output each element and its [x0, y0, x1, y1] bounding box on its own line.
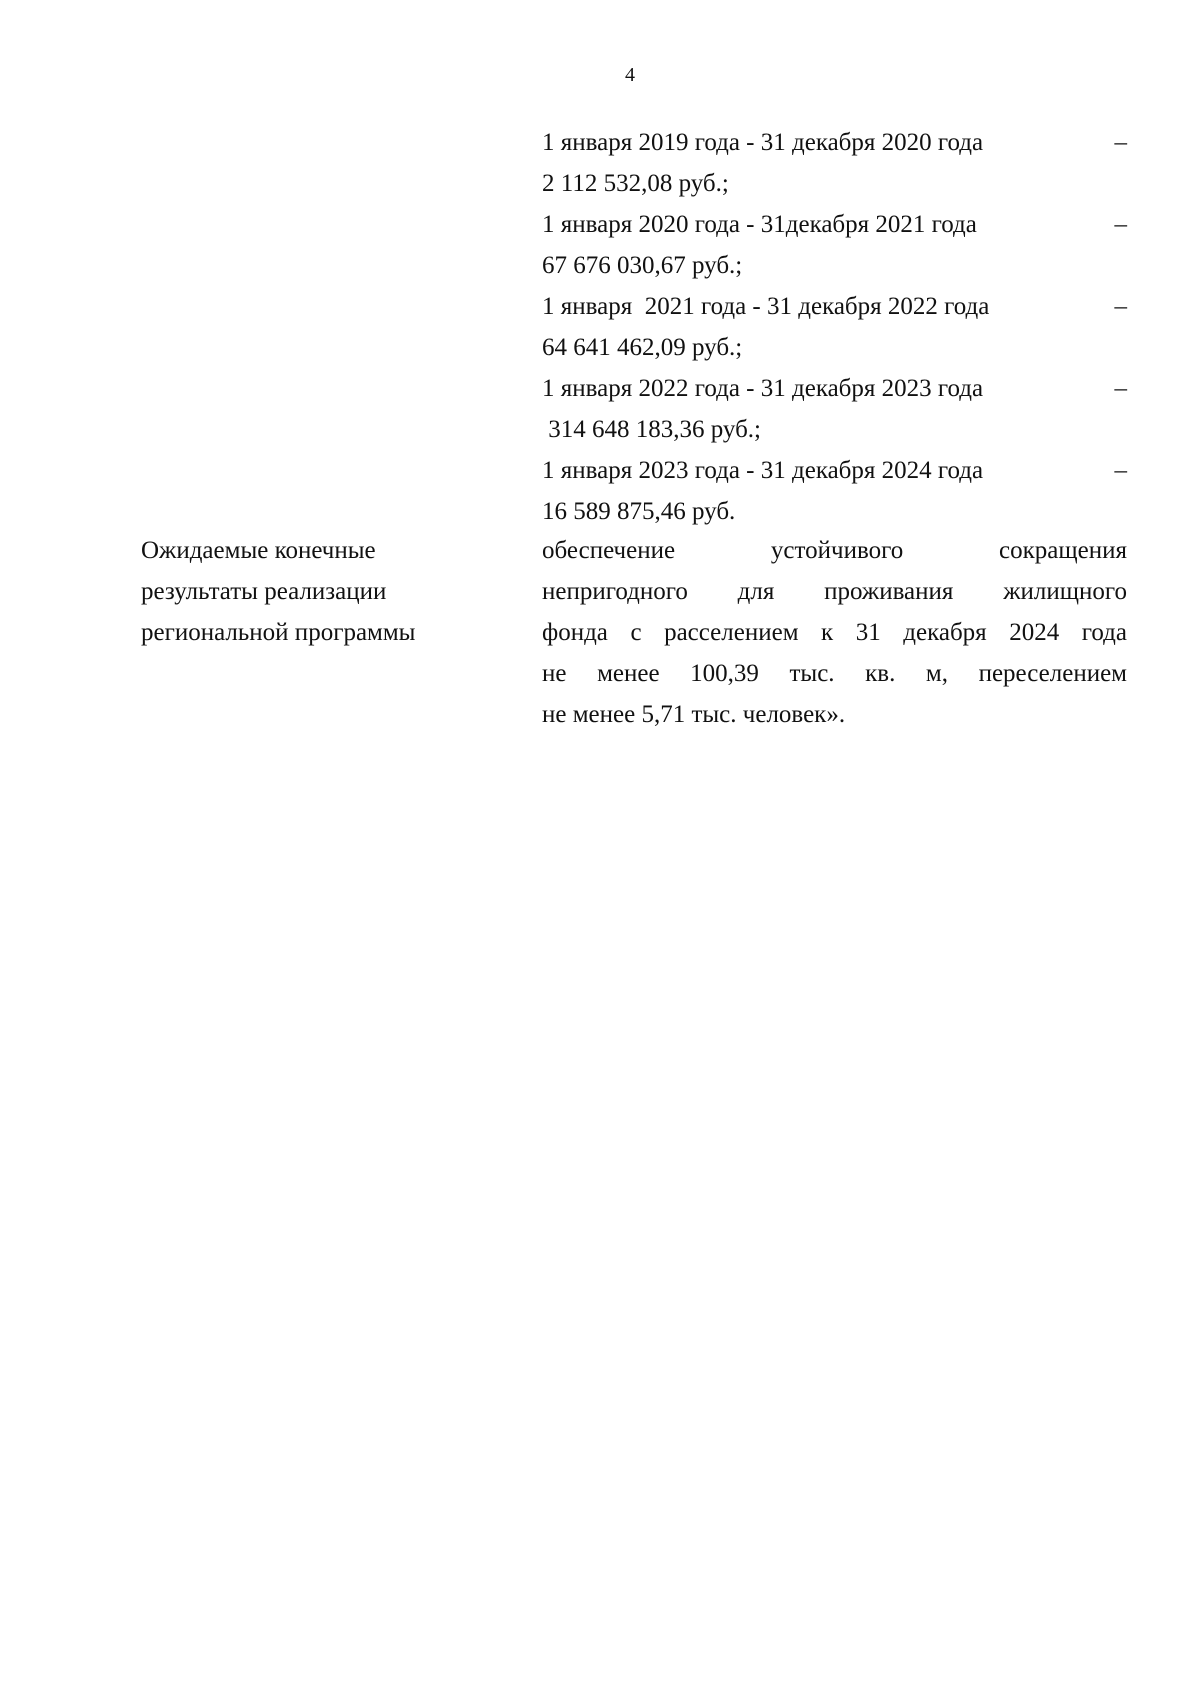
word: декабря — [903, 619, 987, 646]
word: м, — [925, 660, 948, 687]
payment-amount: 2 112 532,08 руб.; — [542, 170, 729, 197]
payment-period-line — [542, 122, 1127, 163]
word: менее — [597, 660, 660, 687]
label-line: региональной программы — [141, 619, 416, 646]
word: тыс. — [789, 660, 835, 687]
payment-period: 1 января 2021 года - 31 декабря 2022 года — [542, 293, 990, 320]
result-line — [542, 530, 1127, 571]
word: обеспечение — [542, 537, 676, 564]
result-line — [542, 612, 1127, 653]
word: проживания — [824, 578, 954, 605]
word: с — [630, 619, 642, 646]
payment-amount: 67 676 030,67 руб.; — [542, 252, 743, 279]
word: расселением — [664, 619, 799, 646]
result-line — [542, 571, 1127, 612]
word: к — [821, 619, 834, 646]
payments-by-period — [542, 122, 1127, 532]
word: кв. — [865, 660, 896, 687]
payment-dash: – — [1114, 129, 1127, 156]
word: 2024 — [1009, 619, 1060, 646]
payment-period-line — [542, 286, 1127, 327]
payment-period: 1 января 2022 года - 31 декабря 2023 года — [542, 375, 984, 402]
word: сокращения — [999, 537, 1127, 564]
payment-amount: 64 641 462,09 руб.; — [542, 334, 743, 361]
payment-period-line — [542, 450, 1127, 491]
payment-period-line — [542, 368, 1127, 409]
payment-entry — [542, 204, 1127, 286]
payment-dash: – — [1114, 211, 1127, 238]
expected-results-label — [141, 530, 481, 653]
word: 100,39 — [690, 660, 759, 687]
payment-entry — [542, 122, 1127, 204]
page-number: 4 — [625, 64, 635, 86]
payment-entry — [542, 368, 1127, 450]
result-last-line: не менее 5,71 тыс. человек». — [542, 701, 846, 728]
label-line: результаты реализации — [141, 578, 387, 605]
word: непригодного — [542, 578, 688, 605]
payment-entry — [542, 286, 1127, 368]
payment-entry — [542, 450, 1127, 532]
label-line: Ожидаемые конечные — [141, 537, 376, 564]
payment-dash: – — [1114, 375, 1127, 402]
payment-period: 1 января 2020 года - 31декабря 2021 года — [542, 211, 977, 238]
word: года — [1081, 619, 1127, 646]
payment-dash: – — [1114, 293, 1127, 320]
payment-period: 1 января 2023 года - 31 декабря 2024 года — [542, 457, 984, 484]
result-line — [542, 653, 1127, 694]
payment-amount: 16 589 875,46 руб. — [542, 498, 736, 525]
word: для — [737, 578, 775, 605]
word: переселением — [978, 660, 1127, 687]
word: жилищного — [1003, 578, 1127, 605]
word: устойчивого — [770, 537, 904, 564]
expected-results-text — [542, 530, 1127, 735]
payment-dash: – — [1114, 457, 1127, 484]
word: фонда — [542, 619, 608, 646]
payment-period-line — [542, 204, 1127, 245]
word: 31 — [855, 619, 881, 646]
payment-period: 1 января 2019 года - 31 декабря 2020 года — [542, 129, 984, 156]
word: не — [542, 660, 567, 687]
payment-amount: 314 648 183,36 руб.; — [542, 416, 762, 443]
